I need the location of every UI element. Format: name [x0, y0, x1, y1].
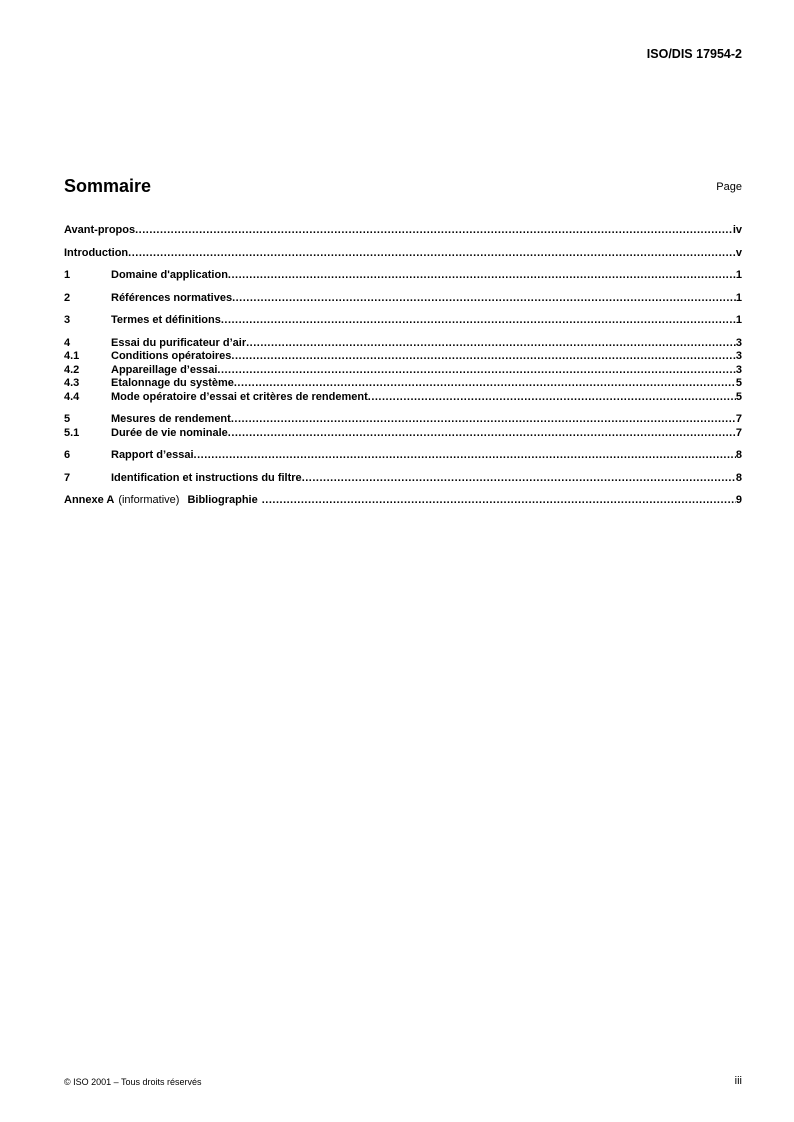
toc-annex-type: (informative) [118, 494, 180, 506]
toc-entry-title: Etalonnage du système [111, 377, 234, 389]
toc-leader-dots [246, 337, 736, 351]
toc-entry-number: 5.1 [64, 426, 80, 439]
footer-page-number: iii [734, 1075, 742, 1087]
document-id: ISO/DIS 17954-2 [646, 47, 742, 61]
footer-copyright: © ISO 2001 – Tous droits réservés [64, 1077, 202, 1087]
toc-entry-title: Conditions opératoires [111, 350, 232, 362]
toc-entry-title: Identification et instructions du filtre [111, 471, 302, 484]
toc-entry-title: Références normatives [111, 291, 233, 304]
toc-entry-title: Mode opératoire d’essai et critères de rendement [111, 390, 368, 403]
toc-entry-annex-a[interactable] [64, 494, 742, 508]
toc-leader-dots [368, 391, 736, 405]
toc-entry-avant-propos[interactable] [64, 224, 742, 238]
toc-entry-title: Bibliographie [187, 494, 258, 506]
toc-leader-dots [231, 413, 736, 427]
toc-entry-page: iv [732, 224, 742, 236]
toc-annex-label: Annexe A [64, 494, 115, 506]
toc-entry-number: 3 [64, 314, 71, 326]
toc-entry-4-4[interactable] [64, 391, 742, 405]
toc-leader-dots [194, 449, 736, 463]
toc-title: Sommaire [64, 176, 152, 196]
toc-leader-dots [135, 224, 733, 238]
toc-leader-dots [217, 364, 735, 378]
toc-entry-number: 6 [64, 449, 71, 461]
toc-entry-page: 7 [735, 426, 742, 439]
toc-leader-dots [231, 350, 735, 364]
toc-entry-page: 5 [735, 377, 742, 389]
toc-entry-title: Appareillage d’essai [111, 363, 218, 376]
toc-entry-page: 3 [735, 363, 742, 376]
toc-entry-title: Avant-propos [64, 224, 136, 236]
toc-entry-number: 4.4 [64, 390, 80, 403]
toc-entry-page: 3 [735, 350, 742, 362]
toc-entry-page: 9 [735, 494, 742, 506]
page-column-label: Page [716, 181, 742, 193]
toc-entry-number: 4 [64, 336, 71, 349]
toc-entry-page: 8 [735, 449, 742, 461]
toc-entry-6[interactable] [64, 449, 742, 463]
toc-leader-dots [302, 472, 736, 486]
toc-entry-introduction[interactable] [64, 247, 742, 261]
table-of-contents [64, 224, 742, 508]
toc-entry-page: 1 [735, 269, 742, 281]
toc-leader-dots [228, 427, 736, 441]
toc-entry-title: Mesures de rendement [111, 413, 231, 425]
toc-entry-page: 5 [735, 390, 742, 403]
toc-entry-7[interactable] [64, 472, 742, 486]
toc-entry-5[interactable] [64, 413, 742, 427]
toc-entry-2[interactable] [64, 292, 742, 306]
toc-entry-1[interactable] [64, 269, 742, 283]
toc-entry-4[interactable] [64, 337, 742, 351]
toc-entry-title: Termes et définitions [111, 314, 221, 326]
toc-entry-4-1[interactable] [64, 350, 742, 364]
toc-entry-page: 3 [735, 336, 742, 349]
toc-entry-title: Introduction [64, 246, 129, 259]
toc-entry-5-1[interactable] [64, 427, 742, 441]
toc-entry-number: 4.1 [64, 350, 80, 362]
toc-entry-number: 1 [64, 269, 71, 281]
toc-entry-title: Rapport d’essai [111, 449, 194, 461]
toc-entry-4-2[interactable] [64, 364, 742, 378]
toc-leader-dots [228, 269, 736, 283]
toc-leader-dots [262, 494, 736, 508]
toc-entry-page: v [735, 246, 742, 259]
toc-leader-dots [221, 314, 736, 328]
toc-entry-number: 4.3 [64, 377, 80, 389]
toc-entry-4-3[interactable] [64, 377, 742, 391]
toc-entry-page: 1 [735, 291, 742, 304]
toc-leader-dots [234, 377, 736, 391]
toc-entry-page: 7 [735, 413, 742, 425]
toc-entry-page: 1 [735, 314, 742, 326]
toc-entry-number: 7 [64, 471, 71, 484]
toc-entry-title: Durée de vie nominale [111, 426, 228, 439]
toc-entry-title: Domaine d'application [111, 269, 228, 281]
toc-entry-title: Essai du purificateur d’air [111, 336, 247, 349]
toc-entry-page: 8 [735, 471, 742, 484]
toc-leader-dots [128, 247, 736, 261]
toc-entry-number: 2 [64, 291, 71, 304]
toc-entry-number: 5 [64, 413, 71, 425]
toc-entry-number: 4.2 [64, 363, 80, 376]
toc-leader-dots [232, 292, 736, 306]
toc-entry-3[interactable] [64, 314, 742, 328]
